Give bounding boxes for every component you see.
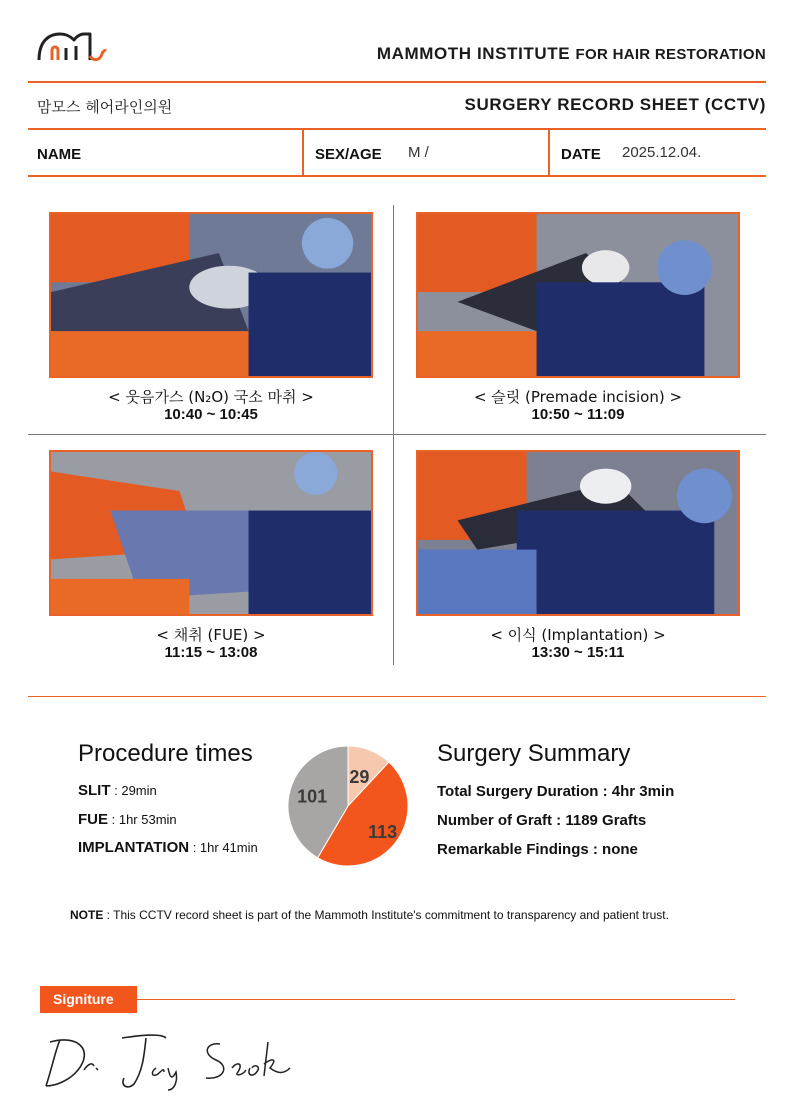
- photo-caption: < 채취 (FUE) >: [156, 626, 266, 644]
- mammoth-logo-icon: [36, 26, 108, 66]
- divider: [28, 81, 766, 83]
- signature-badge: Signiture: [40, 986, 137, 1013]
- handwritten-signature: [38, 1028, 298, 1092]
- photo-time: 10:50 ~ 11:09: [531, 406, 625, 423]
- pie-label-implantation: 101: [297, 786, 328, 807]
- signature-line: [137, 999, 735, 1000]
- photo-caption: < 웃음가스 (N₂O) 국소 마취 >: [108, 388, 314, 406]
- photo-slit: [416, 212, 740, 378]
- procedure-fue: FUE : 1hr 53min: [78, 811, 177, 828]
- photo-implantation: [416, 450, 740, 616]
- photo-time: 13:30 ~ 15:11: [531, 644, 625, 661]
- clinic-korean-name: 맘모스 헤어라인의원: [37, 98, 173, 116]
- divider: [548, 130, 550, 176]
- divider: [28, 696, 766, 697]
- summary-duration: Total Surgery Duration : 4hr 3min: [437, 783, 675, 800]
- photo-time: 11:15 ~ 13:08: [164, 644, 258, 661]
- pie-label-slit: 29: [349, 766, 370, 787]
- grid-divider: [28, 434, 766, 435]
- grid-divider: [393, 205, 394, 665]
- photo-caption: < 슬릿 (Premade incision) >: [473, 388, 683, 406]
- procedure-implantation: IMPLANTATION : 1hr 41min: [78, 839, 258, 856]
- divider: [28, 175, 766, 177]
- sex-age-label: SEX/AGE: [315, 146, 382, 163]
- summary-grafts: Number of Graft : 1189 Grafts: [437, 812, 647, 829]
- photo-caption: < 이식 (Implantation) >: [490, 626, 666, 644]
- sex-age-value: M /: [408, 144, 429, 161]
- divider: [28, 128, 766, 130]
- procedure-pie-chart: [284, 742, 412, 870]
- photo-time: 10:40 ~ 10:45: [164, 406, 258, 423]
- surgery-summary-title: Surgery Summary: [437, 740, 631, 767]
- photo-anesthesia: [49, 212, 373, 378]
- name-label: NAME: [37, 146, 82, 163]
- sheet-title: SURGERY RECORD SHEET (CCTV): [464, 95, 766, 114]
- photo-fue: [49, 450, 373, 616]
- note: NOTE : This CCTV record sheet is part of the Mammoth Institute's commitment to transparency and patient trust.: [70, 908, 669, 922]
- procedure-times-title: Procedure times: [78, 740, 253, 767]
- divider: [302, 130, 304, 176]
- summary-findings: Remarkable Findings : none: [437, 841, 638, 858]
- brand-name: MAMMOTH INSTITUTE FOR HAIR RESTORATION: [376, 44, 766, 63]
- procedure-slit: SLIT : 29min: [78, 782, 157, 799]
- date-value: 2025.12.04.: [622, 144, 702, 161]
- date-label: DATE: [561, 146, 601, 163]
- pie-label-fue: 113: [368, 821, 398, 842]
